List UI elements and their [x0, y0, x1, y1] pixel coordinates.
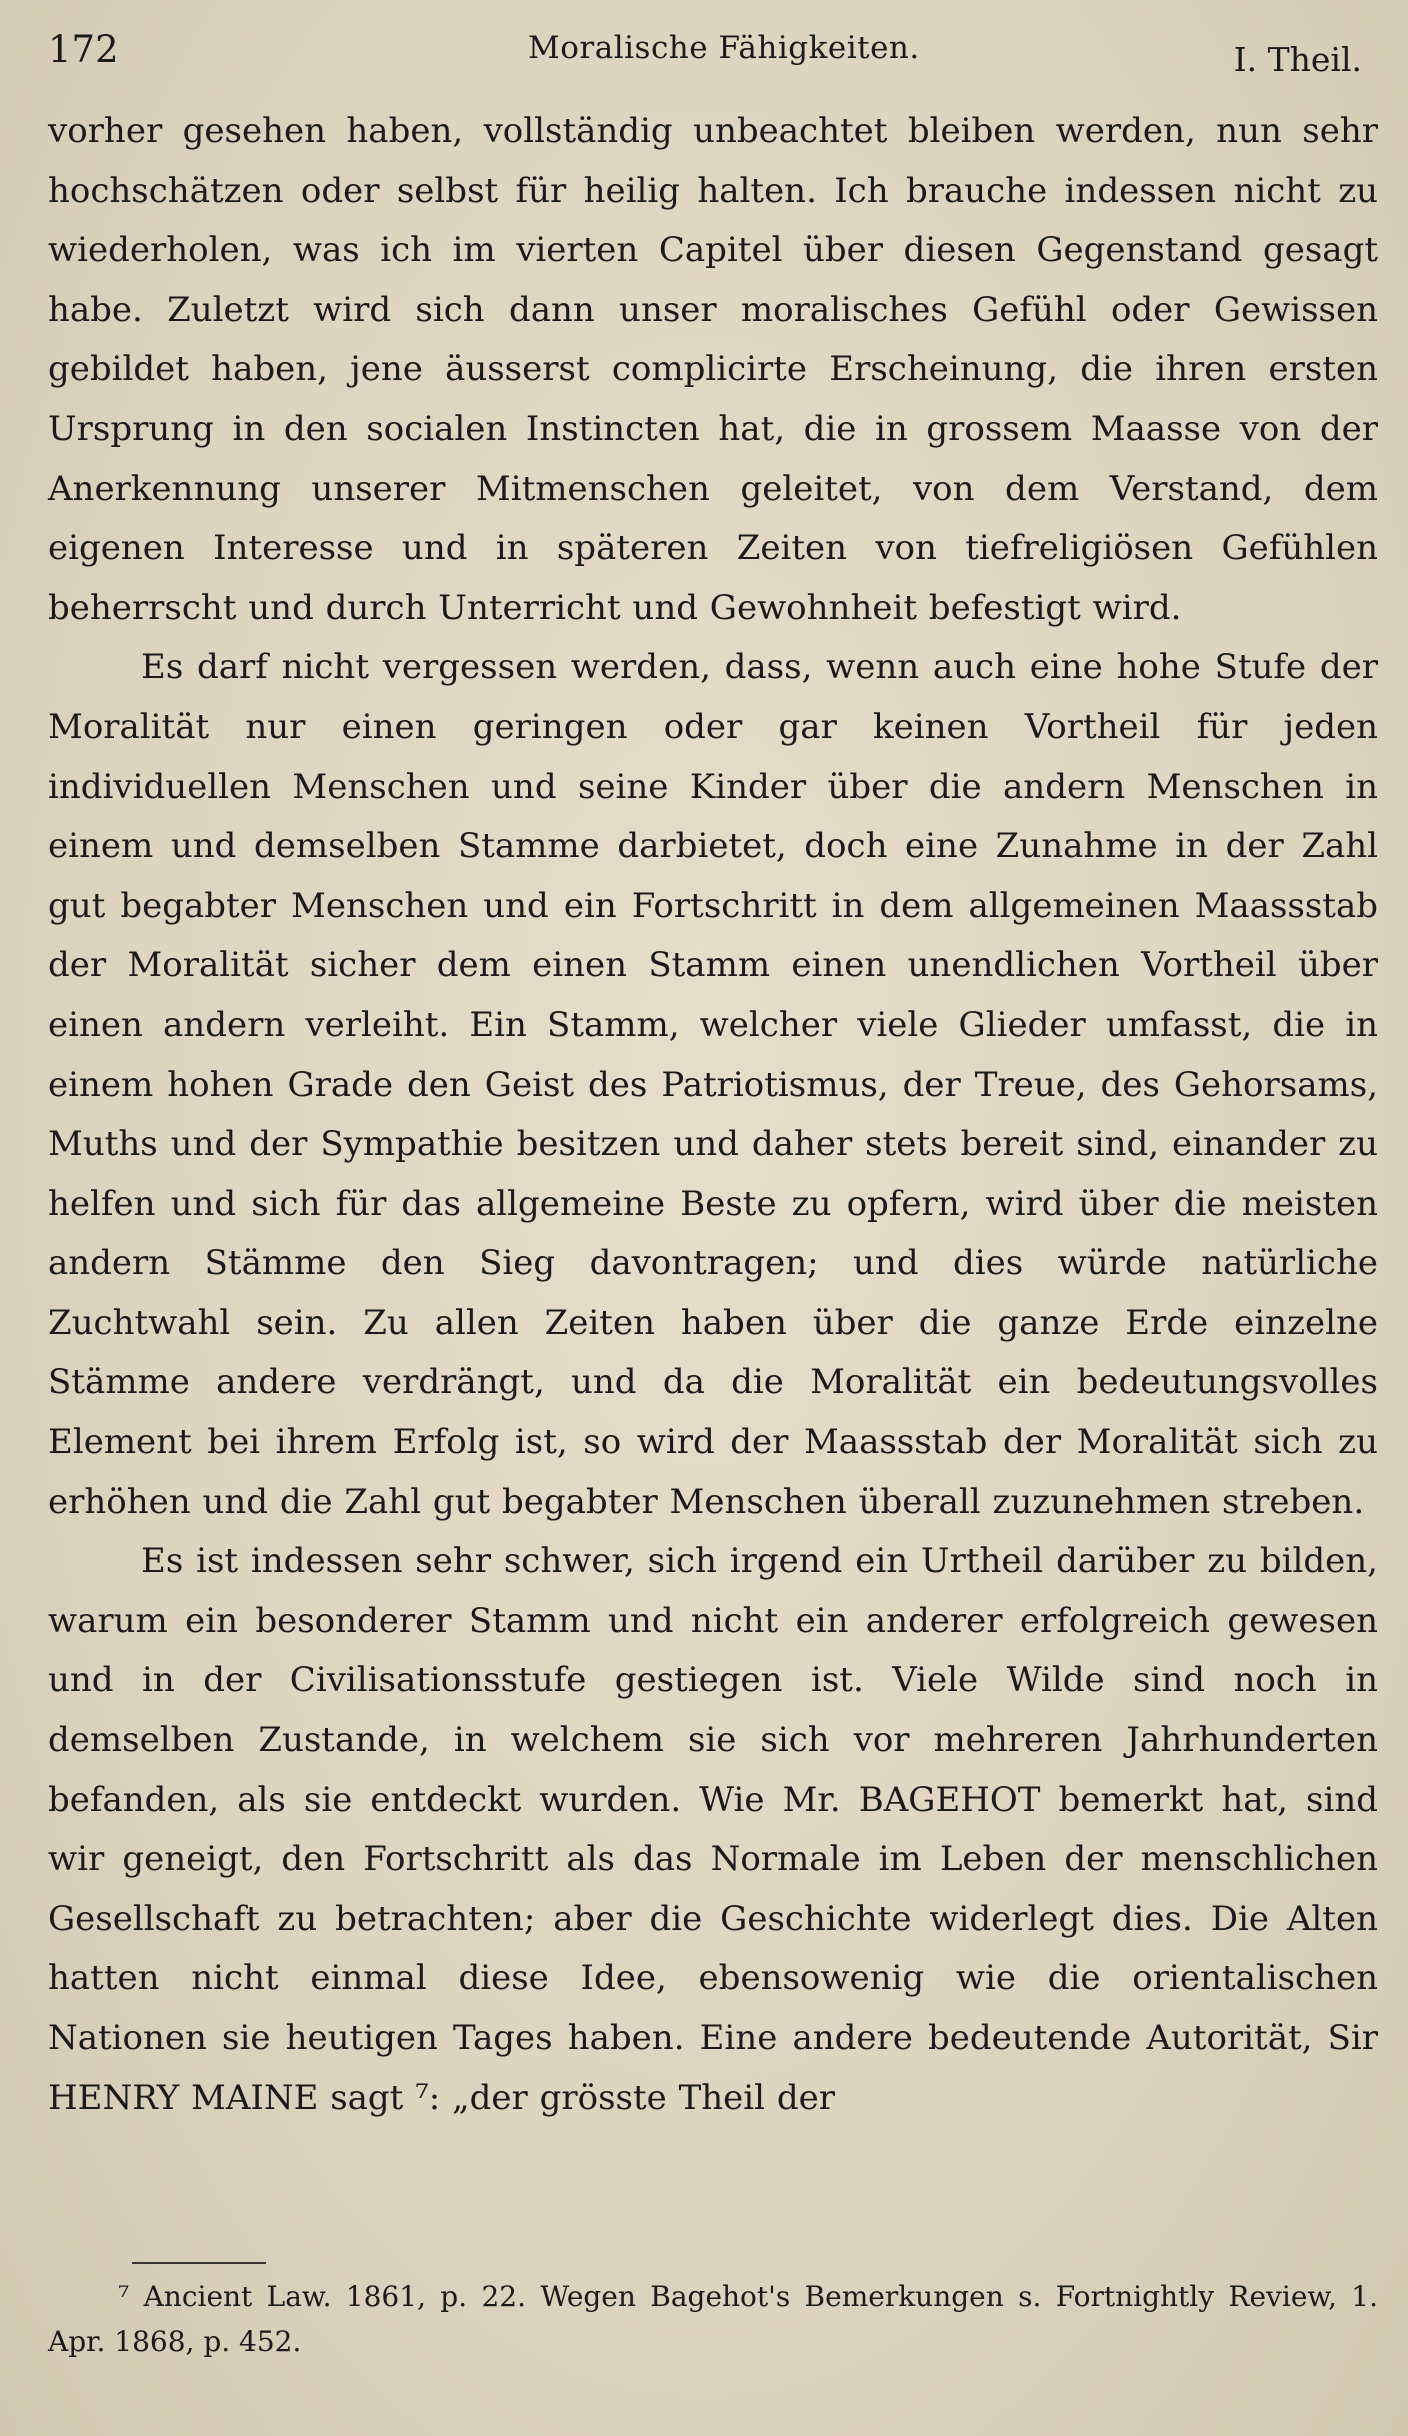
paragraph-continued: vorher gesehen haben, vollständig unbeachtet bleiben werden, nun sehr hochschätzen oder selbst für heilig halten. Ich brauche indessen nicht zu wiederholen, was ich im vierten Capitel über diesen Gegenstand gesagt habe. Zuletzt wird sich dann unser moralisches Gefühl oder Gewissen gebildet haben, jene äusserst complicirte Erscheinung, die ihren ersten Ursprung in den socialen Instincten hat, die in grossem Maasse von der Anerkennung unserer Mitmenschen geleitet, von dem Verstand, dem eigenen Interesse und in späteren Zeiten von tiefreligiösen Gefühlen beherrscht und durch Unterricht und Gewohnheit befestigt wird.: [48, 111, 1378, 628]
footnotes: [48, 2274, 1378, 2364]
paragraph: Es ist indessen sehr schwer, sich irgend ein Urtheil darüber zu bilden, warum ein besonderer Stamm und nicht ein anderer erfolgreich gewesen und in der Civilisationsstufe gestiegen ist. Viele Wilde sind noch in demselben Zustande, in welchem sie sich vor mehreren Jahrhunderten befanden, als sie entdeckt wurden. Wie Mr. BAGEHOT bemerkt hat, sind wir geneigt, den Fortschritt als das Normale im Leben der menschlichen Gesellschaft zu betrachten; aber die Geschichte widerlegt dies. Die Alten hatten nicht einmal diese Idee, ebensowenig wie die orientalischen Nationen sie heutigen Tages haben. Eine andere bedeutende Autorität, Sir HENRY MAINE sagt ⁷: „der grösste Theil der: [48, 1541, 1378, 2118]
paragraph: Es darf nicht vergessen werden, dass, wenn auch eine hohe Stufe der Moralität nur einen geringen oder gar keinen Vortheil für jeden individuellen Menschen und seine Kinder über die andern Menschen in einem und demselben Stamme darbietet, doch eine Zunahme in der Zahl gut begabter Menschen und ein Fortschritt in dem allgemeinen Maassstab der Moralität sicher dem einen Stamm einen unendlichen Vortheil über einen andern verleiht. Ein Stamm, welcher viele Glieder umfasst, die in einem hohen Grade den Geist des Patriotismus, der Treue, des Gehorsams, Muths und der Sympathie besitzen und daher stets bereit sind, einander zu helfen und sich für das allgemeine Beste zu opfern, wird über die meisten andern Stämme den Sieg davontragen; und dies würde natürliche Zuchtwahl sein. Zu allen Zeiten haben über die ganze Erde einzelne Stämme andere verdrängt, und da die Moralität ein bedeutungsvolles Element bei ihrem Erfolg ist, so wird der Maassstab der Moralität sich zu erhöhen und die Zahl gut begabter Menschen überall zuzunehmen streben.: [48, 647, 1378, 1522]
body-text: [48, 102, 1378, 2128]
running-title: Moralische Fähigkeiten.: [528, 30, 920, 66]
page-number: 172: [48, 28, 119, 71]
part-label: I. Theil.: [1233, 40, 1362, 79]
running-head: [48, 26, 1378, 102]
footnote: ⁷ Ancient Law. 1861, p. 22. Wegen Bagehot's Bemerkungen s. Fortnightly Review, 1. Apr. 1868, p. 452.: [48, 2280, 1378, 2358]
footnote-rule: [132, 2262, 266, 2264]
